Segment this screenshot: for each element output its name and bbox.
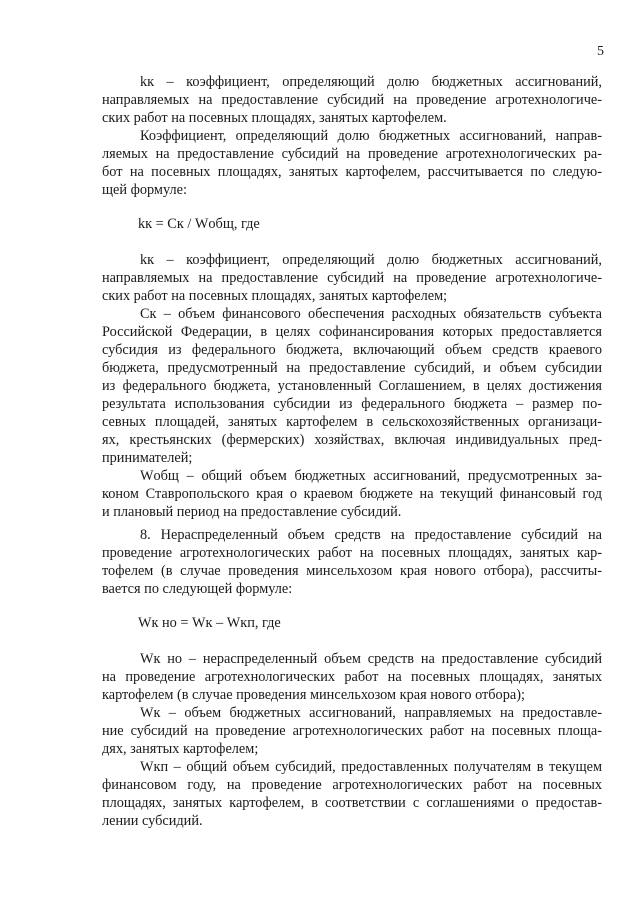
formula-kk: kк = Cк / Wобщ, где	[138, 216, 260, 232]
text-line: Cк – объем финансового обеспечения расходных обязательств субъекта	[140, 306, 602, 322]
text-line: тофелем (в случае проведения минсельхозом края нового отбора), рассчиты-	[102, 563, 602, 579]
text-line: картофелем (в случае проведения минсельхозом края нового отбора);	[102, 687, 525, 703]
paragraph-variable-definitions-2	[102, 650, 602, 830]
text-line: субсидия из федерального бюджета, включающий объем средств краевого	[102, 342, 602, 358]
text-line: лении субсидий.	[102, 813, 203, 829]
text-line: севных площадей, занятых картофелем в сельскохозяйственных организаци-	[102, 414, 602, 430]
text-line: проведение агротехнологических работ на посевных площадях, занятых кар-	[102, 545, 602, 561]
text-line: принимателей;	[102, 450, 193, 466]
text-line: ляемых на предоставление субсидий на проведение агротехнологических ра-	[102, 146, 602, 162]
paragraph-variable-definitions-1	[102, 251, 602, 521]
text-line: Wк но – нераспределенный объем средств на предоставление субсидий	[140, 651, 602, 667]
text-line: Российской Федерации, в целях софинансирования которых предоставляется	[102, 324, 602, 340]
text-line: щей формуле:	[102, 182, 187, 198]
paragraph-kk-definition	[102, 73, 602, 127]
text-line: дях, занятых картофелем;	[102, 741, 259, 757]
text-line: ских работ на посевных площадях, занятых картофелем.	[102, 110, 447, 126]
text-line: kк – коэффициент, определяющий долю бюджетных ассигнований,	[140, 74, 602, 90]
text-line: финансовом году, на проведение агротехнологических работ на посевных	[102, 777, 602, 793]
text-line: коном Ставропольского края о краевом бюджете на текущий финансовый год	[102, 486, 602, 502]
paragraph-coefficient-intro	[102, 127, 602, 199]
text-line: ях, крестьянских (фермерских) хозяйствах, включая индивидуальных пред-	[102, 432, 602, 448]
text-line: и плановый период на предоставление субсидий.	[102, 504, 402, 520]
text-line: Wк – объем бюджетных ассигнований, направляемых на предоставле-	[140, 705, 602, 721]
text-line: ских работ на посевных площадях, занятых картофелем;	[102, 288, 448, 304]
text-line: вается по следующей формуле:	[102, 581, 293, 597]
text-line: Wкп – общий объем субсидий, предоставленных получателям в текущем	[140, 759, 602, 775]
formula-wkno: Wк но = Wк – Wкп, где	[138, 615, 281, 631]
text-line: направляемых на предоставление субсидий на проведение агротехнологиче-	[102, 92, 602, 108]
text-line: kк – коэффициент, определяющий долю бюджетных ассигнований,	[140, 252, 602, 268]
text-line: результата использования субсидии из федерального бюджета – размер по-	[102, 396, 602, 412]
text-line: из федерального бюджета, установленный Соглашением, в целях достижения	[102, 378, 602, 394]
page-number: 5	[597, 44, 604, 59]
text-line: площадях, занятых картофелем, в соответствии с соглашениями о предостав-	[102, 795, 602, 811]
paragraph-section-8	[102, 526, 602, 598]
text-line: направляемых на предоставление субсидий на проведение агротехнологиче-	[102, 270, 602, 286]
text-line: 8. Нераспределенный объем средств на предоставление субсидий на	[140, 527, 602, 543]
text-line: Коэффициент, определяющий долю бюджетных ассигнований, направ-	[140, 128, 602, 144]
text-line: бот на посевных площадях, занятых картофелем, рассчитывается по следую-	[102, 164, 602, 180]
text-line: бюджета, предусмотренный на предоставление субсидий, и объем субсидии	[102, 360, 602, 376]
text-line: ние субсидий на проведение агротехнологических работ на посевных площа-	[102, 723, 602, 739]
text-line: на проведение агротехнологических работ на посевных площадях, занятых	[102, 669, 602, 685]
text-line: Wобщ – общий объем бюджетных ассигнований, предусмотренных за-	[140, 468, 602, 484]
